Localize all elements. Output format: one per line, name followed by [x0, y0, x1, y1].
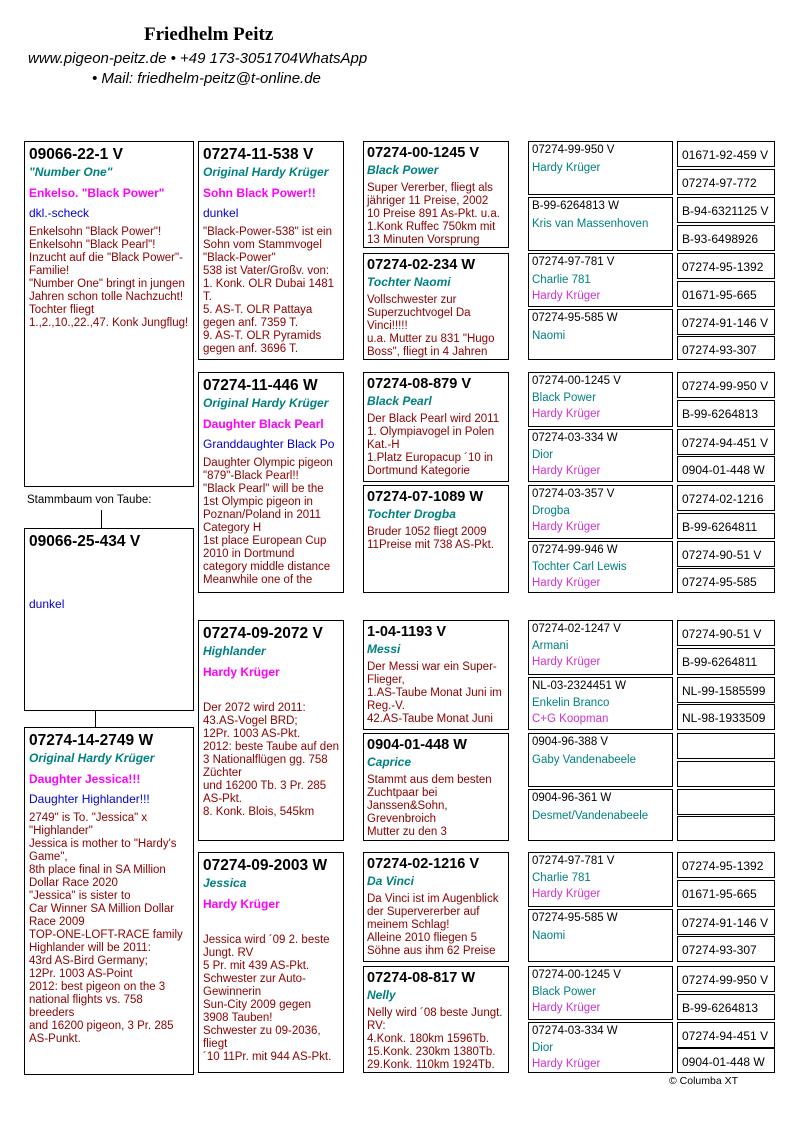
ancestor-box [528, 197, 673, 251]
pigeon-description: Vollschwester zur Superzuchtvogel Da Vinci!!!!! u.a. Mutter zu 831 "Hugo Boss", fliegt in 4 Jahren [367, 294, 495, 358]
connector-line [95, 711, 96, 727]
pigeon-box [363, 733, 509, 841]
pigeon-title: Daughter Jessica!!! [29, 772, 141, 786]
ancestor-g5-box [677, 197, 775, 223]
ancestor-name: Black Power [532, 391, 596, 404]
ancestor-box [528, 789, 673, 841]
pigeon-name: Da Vinci [367, 874, 414, 888]
pigeon-box [363, 966, 509, 1073]
ancestor-ring-number: 07274-95-1392 [682, 859, 764, 873]
ancestor-g5-box [677, 400, 775, 427]
pigeon-box-main [24, 141, 194, 487]
ancestor-ring-number: B-99-6264813 [682, 1001, 759, 1015]
ancestor-ring-number: 07274-90-51 V [682, 627, 762, 641]
pigeon-box-dam [198, 852, 344, 1073]
pigeon-name: Black Pearl [367, 394, 432, 408]
ancestor-name: Drogba [532, 504, 570, 517]
pigeon-name: Caprice [367, 755, 412, 769]
pigeon-box [363, 253, 509, 360]
pigeon-ring-number: 07274-08-817 W [367, 970, 476, 986]
ancestor-ring-number: 07274-03-357 V [532, 488, 615, 500]
ancestor-ring-number: 07274-91-146 V [682, 316, 769, 330]
pigeon-ring-number: 07274-11-538 V [203, 146, 314, 163]
ancestor-breeder: Hardy Krüger [532, 577, 601, 589]
pigeon-ring-number: 07274-11-446 W [203, 377, 318, 394]
pigeon-title: Sohn Black Power!! [203, 186, 316, 200]
ancestor-g5-box [677, 816, 775, 841]
pigeon-ring-number: 0904-01-448 W [367, 737, 467, 753]
pigeon-ring-number: 07274-14-2749 W [29, 732, 154, 749]
ancestor-ring-number: B-99-6264811 [682, 655, 758, 669]
ancestor-g5-box [677, 648, 775, 675]
ancestor-g5-box [677, 336, 775, 360]
pigeon-ring-number: 1-04-1193 V [367, 624, 447, 640]
ancestor-ring-number: 01671-95-665 [682, 288, 757, 302]
ancestor-breeder: Hardy Krüger [532, 1002, 601, 1014]
ancestor-breeder: Hardy Krüger [532, 656, 601, 668]
pigeon-box [363, 141, 509, 248]
ancestor-breeder: Hardy Krüger [532, 408, 601, 420]
pigeon-ring-number: 07274-00-1245 V [367, 145, 480, 161]
ancestor-ring-number: B-99-6264813 W [532, 200, 619, 212]
ancestor-box [528, 966, 673, 1020]
ancestor-g5-box [677, 966, 775, 992]
ancestor-g5-box [677, 372, 775, 398]
ancestor-name: Armani [532, 639, 569, 652]
ancestor-g5-box [677, 281, 775, 307]
pigeon-title: Hardy Krüger [203, 665, 280, 679]
ancestor-ring-number: 07274-95-585 W [532, 912, 618, 924]
ancestor-name: Dior [532, 448, 554, 461]
pigeon-box [363, 852, 509, 962]
pigeon-ring-number: 07274-07-1089 W [367, 489, 484, 505]
pigeon-description: Super Vererber, fliegt als jähriger 11 Preise, 2002 10 Preise 891 As-Pkt. u.a. 1.Konk Ruffec 750km mit 13 Minuten Vorsprung [367, 182, 500, 246]
ancestor-box [528, 909, 673, 962]
pigeon-ring-number: 07274-09-2003 W [203, 857, 328, 874]
ancestor-breeder: Gaby Vandenabeele [532, 753, 637, 766]
ancestor-g5-box [677, 936, 775, 962]
pigeon-description: Der Messi war ein Super-Flieger, 1.AS-Taube Monat Juni im Reg.-V. 42.AS-Taube Monat Juni [367, 661, 502, 725]
ancestor-box [528, 541, 673, 593]
ancestor-ring-number: 07274-93-307 [682, 943, 757, 957]
ancestor-breeder: Kris van Massenhoven [532, 217, 649, 230]
pigeon-description: Nelly wird ´08 beste Jungt. RV: 4.Konk. 180km 1596Tb. 15.Konk. 230km 1380Tb. 29.Konk. 110km 1924Tb. [367, 1007, 503, 1071]
pigeon-box-sire [198, 141, 344, 360]
pigeon-title: Daughter Black Pearl [203, 417, 324, 431]
pigeon-ring-number: 07274-09-2072 V [203, 625, 323, 642]
pigeon-description: Da Vinci ist im Augenblick der Supervererber auf meinem Schlag! Alleine 2010 fliegen 5 Söhne aus ihm 62 Preise [367, 893, 499, 957]
ancestor-ring-number: 07274-99-950 V [682, 973, 769, 987]
ancestor-ring-number: 07274-99-950 V [682, 379, 769, 393]
ancestor-name: Charlie 781 [532, 273, 591, 286]
ancestor-ring-number: NL-99-1585599 [682, 684, 766, 698]
pigeon-name: Original Hardy Krüger [203, 396, 329, 410]
ancestor-ring-number: 0904-01-448 W [682, 463, 765, 477]
pigeon-name: Nelly [367, 988, 396, 1002]
ancestor-name: Naomi [532, 929, 566, 942]
ancestor-g5-box [677, 568, 775, 593]
pigeon-name: Messi [367, 642, 401, 656]
contact-mail[interactable]: • Mail: friedhelm-peitz@t-online.de [92, 70, 321, 87]
ancestor-box [528, 141, 673, 195]
pigeon-color: dunkel [203, 206, 239, 220]
ancestor-ring-number: 07274-94-451 V [682, 1029, 769, 1043]
pigeon-name: Jessica [203, 876, 247, 890]
ancestor-box [528, 372, 673, 427]
ancestor-breeder: Hardy Krüger [532, 1058, 601, 1070]
copyright-footer: © Columba XT [669, 1075, 739, 1087]
ancestor-ring-number: 07274-03-334 W [532, 432, 618, 444]
ancestor-g5-box [677, 309, 775, 335]
ancestor-ring-number: 07274-91-146 V [682, 916, 769, 930]
pigeon-box-mid [24, 528, 194, 711]
ancestor-g5-box [677, 541, 775, 567]
ancestor-name: Charlie 781 [532, 871, 591, 884]
ancestor-g5-box [677, 1048, 775, 1073]
pigeon-description: Daughter Olympic pigeon "879"-Black Pearl!! "Black Pearl" will be the 1st Olympic pigeon in Poznan/Poland in 2011 Category H 1st place European Cup 2010 in Dortmund category middle distance Meanwhile one of the [203, 457, 333, 586]
connector-line [101, 510, 102, 528]
ancestor-ring-number: B-93-6498926 [682, 232, 759, 246]
ancestor-box [528, 677, 673, 730]
pigeon-ring-number: 07274-02-1216 V [367, 856, 480, 872]
ancestor-g5-box [677, 994, 775, 1020]
ancestor-ring-number: 07274-93-307 [682, 343, 757, 357]
pigeon-title: Enkelso. "Black Power" [29, 186, 165, 200]
ancestor-breeder: Hardy Krüger [532, 290, 601, 302]
ancestor-ring-number: B-99-6264813 [682, 407, 759, 421]
pigeon-box [363, 620, 509, 730]
ancestor-ring-number: 07274-00-1245 V [532, 969, 621, 981]
ancestor-g5-box [677, 789, 775, 815]
pigeon-ring-number: 07274-08-879 V [367, 376, 471, 392]
pigeon-name: Black Power [367, 163, 439, 177]
ancestor-g5-box [677, 141, 775, 167]
ancestor-g5-box [677, 1022, 775, 1048]
ancestor-box [528, 620, 673, 675]
ancestor-g5-box [677, 909, 775, 935]
ancestor-name: Tochter Carl Lewis [532, 560, 627, 573]
ancestor-breeder: Desmet/Vandenabeele [532, 809, 649, 822]
ancestor-breeder: Hardy Krüger [532, 465, 601, 477]
ancestor-name: Enkelin Branco [532, 696, 610, 709]
ancestor-ring-number: 0904-96-388 V [532, 736, 609, 748]
ancestor-ring-number: B-99-6264811 [682, 520, 758, 534]
ancestor-box [528, 1022, 673, 1073]
pigeon-box [363, 485, 509, 593]
ancestor-g5-box [677, 880, 775, 907]
ancestor-ring-number: 07274-02-1216 [682, 492, 764, 506]
pigeon-color: dunkel [29, 597, 65, 611]
ancestor-breeder: Hardy Krüger [532, 888, 601, 900]
ancestor-ring-number: 07274-97-781 V [532, 256, 615, 268]
ancestor-ring-number: 07274-95-585 W [532, 312, 618, 324]
ancestor-g5-box [677, 225, 775, 251]
ancestor-g5-box [677, 485, 775, 511]
ancestor-name: Black Power [532, 985, 596, 998]
pigeon-name: Original Hardy Krüger [203, 165, 329, 179]
contact-website-phone[interactable]: www.pigeon-peitz.de • +49 173-3051704WhatsApp [28, 50, 368, 67]
ancestor-g5-box [677, 253, 775, 279]
pigeon-name: "Number One" [29, 165, 113, 179]
ancestor-ring-number: 07274-00-1245 V [532, 375, 621, 387]
ancestor-g5-box [677, 429, 775, 455]
ancestor-ring-number: 0904-01-448 W [682, 1055, 765, 1069]
ancestor-box [528, 429, 673, 482]
ancestor-ring-number: 07274-90-51 V [682, 548, 762, 562]
pigeon-color: dkl.-scheck [29, 206, 90, 220]
ancestor-breeder: C+G Koopman [532, 713, 609, 725]
pigeon-name: Tochter Naomi [367, 275, 451, 289]
ancestor-g5-box [677, 169, 775, 195]
ancestor-box [528, 485, 673, 539]
ancestor-ring-number: 07274-97-772 [682, 176, 757, 190]
ancestor-g5-box [677, 513, 775, 539]
pigeon-description: 2749" is To. "Jessica" x "Highlander" Jessica is mother to "Hardy's Game", 8th place final in SA Million Dollar Race 2020 "Jessica" is sister to Car Winner SA Million Dollar Race 2009 TOP-ONE-LOFT-RACE family Highlander will be 2011: 43rd AS-Bird Germany; 12Pr. 1003 AS-Point 2012: best pigeon on the 3 national flights vs. 758 breeders and 16200 pigeon, 3 Pr. 285 AS-Punkt. [29, 812, 183, 1045]
ancestor-ring-number: 07274-99-950 V [532, 144, 615, 156]
pigeon-description: Stammt aus dem besten Zuchtpaar bei Janssen&Sohn, Grevenbroich Mutter zu den 3 [367, 774, 492, 838]
ancestor-name: Hardy Krüger [532, 161, 601, 174]
ancestor-ring-number: B-94-6321125 V [682, 204, 769, 218]
pigeon-box-dam [24, 727, 194, 1075]
ancestor-ring-number: 07274-02-1247 V [532, 623, 621, 635]
pigeon-name: Original Hardy Krüger [29, 751, 155, 765]
pigeon-box [363, 372, 509, 482]
pigeon-description: Enkelsohn "Black Power"! Enkelsohn "Black Pearl"! Inzucht auf die "Black Power"-Familie! "Number One" bringt in jungen Jahren schon tolle Nachzucht! Tochter fliegt 1.,2.,10.,22.,47. Konk Jungflug! [29, 226, 189, 329]
pigeon-description: Der Black Pearl wird 2011 1. Olympiavogel in Polen Kat.-H 1.Platz Europacup ´10 in Dortmund Kategorie [367, 413, 500, 477]
ancestor-g5-box [677, 620, 775, 646]
ancestor-g5-box [677, 704, 775, 730]
ancestor-ring-number: 07274-03-334 W [532, 1025, 618, 1037]
ancestor-g5-box [677, 733, 775, 759]
ancestor-ring-number: 07274-95-1392 [682, 260, 764, 274]
pigeon-name: Highlander [203, 644, 266, 658]
ancestor-g5-box [677, 677, 775, 703]
ancestor-ring-number: NL-98-1933509 [682, 711, 766, 725]
ancestor-ring-number: 07274-95-585 [682, 575, 757, 589]
pigeon-description: "Black-Power-538" ist ein Sohn vom Stammvogel "Black-Power" 538 ist Vater/Großv. von: 1. Konk. OLR Dubai 1481 T. 5. AS-T. OLR Pattaya gegen anf. 7359 T. 9. AS-T. OLR Pyramids gegen anf. 3696 T. [203, 226, 335, 355]
ancestor-g5-box [677, 456, 775, 482]
pigeon-ring-number: 09066-25-434 V [29, 533, 141, 550]
ancestor-ring-number: 0904-96-361 W [532, 792, 612, 804]
pigeon-description: Der 2072 wird 2011: 43.AS-Vogel BRD; 12Pr. 1003 AS-Pkt. 2012: beste Taube auf den 3 Nationalflügen gg. 758 Züchter und 16200 Tb. 3 Pr. 285 AS-Pkt. 8. Konk. Blois, 545km [203, 702, 339, 818]
ancestor-ring-number: NL-03-2324451 W [532, 680, 626, 692]
ancestor-box [528, 253, 673, 307]
pigeon-description: Jessica wird ´09 2. beste Jungt. RV 5 Pr. mit 439 AS-Pkt. Schwester zur Auto-Gewinnerin Sun-City 2009 gegen 3908 Tauben! Schwester zu 09-2036, fliegt ´10 11Pr. mit 944 AS-Pkt. [203, 934, 332, 1063]
pigeon-title: Hardy Krüger [203, 897, 280, 911]
pedigree-label: Stammbaum von Taube: [27, 494, 152, 506]
pigeon-subtitle: Granddaughter Black Po [203, 437, 335, 451]
ancestor-name: Naomi [532, 329, 566, 342]
ancestor-breeder: Hardy Krüger [532, 521, 601, 533]
pigeon-ring-number: 07274-02-234 W [367, 257, 476, 273]
pigeon-name: Tochter Drogba [367, 507, 456, 521]
pigeon-description: Bruder 1052 fliegt 2009 11Preise mit 738 AS-Pkt. [367, 526, 494, 551]
ancestor-ring-number: 07274-94-451 V [682, 436, 769, 450]
ancestor-ring-number: 01671-95-665 [682, 887, 757, 901]
breeder-name: Friedhelm Peitz [144, 24, 274, 45]
ancestor-ring-number: 07274-97-781 V [532, 855, 615, 867]
ancestor-g5-box [677, 852, 775, 878]
ancestor-name: Dior [532, 1041, 554, 1054]
ancestor-ring-number: 07274-99-946 W [532, 544, 618, 556]
ancestor-ring-number: 01671-92-459 V [682, 148, 769, 162]
ancestor-box [528, 733, 673, 787]
ancestor-box [528, 852, 673, 907]
pigeon-box-sire [198, 620, 344, 841]
pigeon-subtitle: Daughter Highlander!!! [29, 792, 150, 806]
ancestor-g5-box [677, 761, 775, 787]
ancestor-box [528, 309, 673, 360]
pigeon-ring-number: 09066-22-1 V [29, 146, 123, 163]
pigeon-box-dam [198, 372, 344, 593]
